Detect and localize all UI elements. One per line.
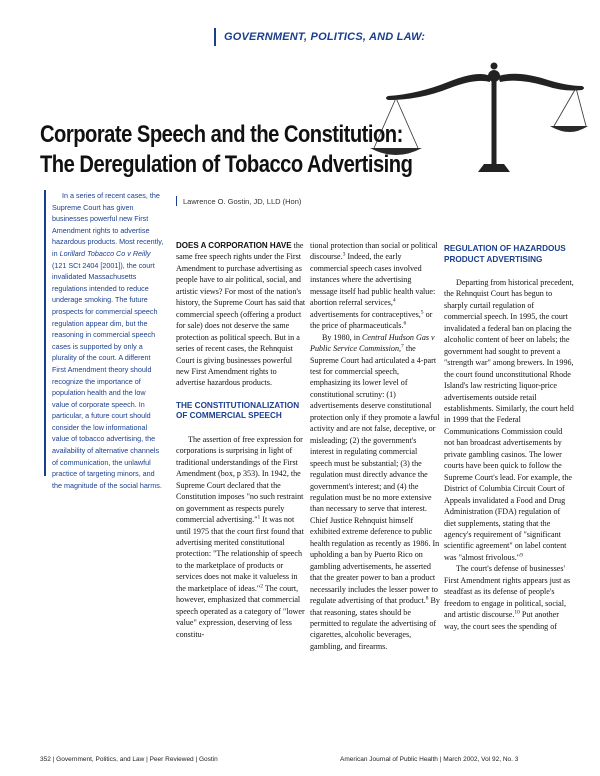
abstract-text: In a series of recent cases, the Supreme Court has given businesses powerful new First Amendment rights to advertise hazardous products. Most recently, in Lorillard Tobacco Co v Reilly (121 SCt 2404 [2001]), the court invalidated Massachusetts regulations intended to reduce underage smoking. The future prospects for commercial speech regulation appear dim, but the reasoning in commercial speech cases is supported by only a plurality of the court. A different First Amendment theory should recognize the importance of population health and the low value of corporate speech. In particular, a future court should consider the low informational value of tobacco advertising, the availability of alternative channels of communication, the unlawful practice of targeting minors, and the magnitude of the social harms. (52, 191, 164, 490)
article-title (40, 120, 413, 180)
column-3 (444, 244, 574, 632)
footer-left: 352 | Government, Politics, and Law | Peer Reviewed | Gostin (40, 756, 218, 763)
footnote-ref: 7 (401, 343, 404, 350)
title-line-2: The Deregulation of Tobacco Advertising (40, 151, 413, 178)
footnote-ref: 6 (403, 320, 407, 327)
section-header (214, 26, 425, 48)
footnote-ref: 10 (514, 609, 520, 616)
footnote-ref: 8 (425, 595, 429, 602)
body-paragraph: tional protection than social or political discourse.$^3$ Indeed, the early commercial speech cases involved instances where the advertising message itself had public health value: abortion referral services,$^4$ advertisements for contraceptives,$^5$ or the price of pharmaceuticals.$^6$ (310, 241, 438, 331)
run-in-heading: DOES A CORPORATION HAVE (176, 241, 292, 250)
section-heading: REGULATION OF HAZARDOUS PRODUCT ADVERTISING (444, 244, 566, 264)
body-paragraph: The assertion of free expression for corporations is surprising in light of traditional understandings of the First Amendment (box, p 353). In 1942, the Supreme Court declared that the Constitution imposes "no such restraint on government as respects purely commercial advertising."$^1$ It was not until 1975 that the court first found that advertising merited constitutional protection: "The relationship of speech to the marketplace of products or services does not make it valueless in the marketplace of ideas."$^2$ The court, however, emphasized that commercial speech operated as a category of "lower value" expression, deserving of less constitu- (176, 434, 305, 639)
footnote-ref: 1 (257, 514, 261, 521)
body-paragraph: By 1980, in Central Hudson Gas v Public Service Commission,$^7$ the Supreme Court had articulated a 4-part test for commercial speech, emphasizing its lower level of constitutional scrutiny: (1) advertisements deserve constitutional protection only if they promote a lawful activity and are not false, deceptive, or misleading; (2) the government's interest in regulating commercial speech must be substantial; (3) the regulation must directly advance the government's interest; and (4) the regulation must be no more extensive than necessary to serve that interest. Chief Justice Rehnquist himself exhibited extreme deference to public health regulation as recently as 1986. In upholding a ban by Puerto Rico on gambling advertisements, he asserted that the greater power to ban a product necessarily includes the lesser power to regulate advertising of that product.$^8$ By that reasoning, states should be permitted to regulate the advertising of cigarettes, alcoholic beverages, gambling, and firearms. (310, 332, 440, 651)
abstract-rule (44, 190, 46, 476)
intro-paragraph: DOES A CORPORATION HAVE the same free speech rights under the First Amendment to purchase advertising as people have to air political, social, and artistic views? For most of the nation's history, the Supreme Court has said that commercial speech (offering a product for sale) does not deserve the same protection as political speech. But in a series of recent cases, the Rehnquist Court is giving businesses powerful new First Amendment rights to advertise hazardous products. (176, 241, 306, 388)
header-rule (214, 28, 216, 46)
footnote-ref: 4 (392, 297, 396, 304)
footnote-ref: 2 (260, 583, 263, 590)
byline-rule (176, 196, 177, 206)
case-name: Central Hudson Gas v Public Service Commission (310, 332, 435, 354)
title-line-1: Corporate Speech and the Constitution: (40, 121, 403, 148)
abstract (52, 190, 164, 491)
section-heading: THE CONSTITUTIONALIZATION OF COMMERCIAL SPEECH (176, 400, 300, 421)
body-paragraph: Departing from historical precedent, the Rehnquist Court has begun to sharply curtail regulation of commercial speech. In 1995, the court invalidated a federal ban on placing the alcoholic content of beer on labels; the government had sought to prevent a "strength war" among brewers. In 1996, the court found unconstitutional Rhode Island's law restricting liquor-price advertisements outside retail establishments. Similarly, the court held in 1999 that the Federal Communications Commission could not ban broadcast advertisements by private gambling casinos. The lower courts have been quick to follow the Supreme Court's lead. For example, the District of Columbia Circuit Court of Appeals invalidated a Food and Drug Administration (FDA) regulation of diet supplements, stating that the agency's requirement of "significant scientific agreement" on label content was "almost frivolous."$^9$ (444, 278, 574, 562)
column-2 (310, 240, 440, 652)
footer-right: American Journal of Public Health | March 2002, Vol 92, No. 3 (340, 756, 519, 763)
body-paragraph: The court's defense of businesses' First Amendment rights appears just as steadfast as its defense of people's freedom to engage in political, social, and artistic discourse.$^{10}$ Put another way, the court sees the spending of (444, 564, 571, 631)
case-name: Lorillard Tobacco Co v Reilly (59, 248, 151, 258)
column-1 (176, 240, 306, 640)
footnote-ref: 9 (520, 552, 523, 559)
footnote-ref: 5 (420, 309, 424, 316)
byline (176, 196, 301, 206)
section-label: GOVERNMENT, POLITICS, AND LAW: (224, 31, 426, 43)
author-name: Lawrence O. Gostin, JD, LLD (Hon) (183, 196, 302, 206)
footnote-ref: 3 (342, 251, 346, 258)
